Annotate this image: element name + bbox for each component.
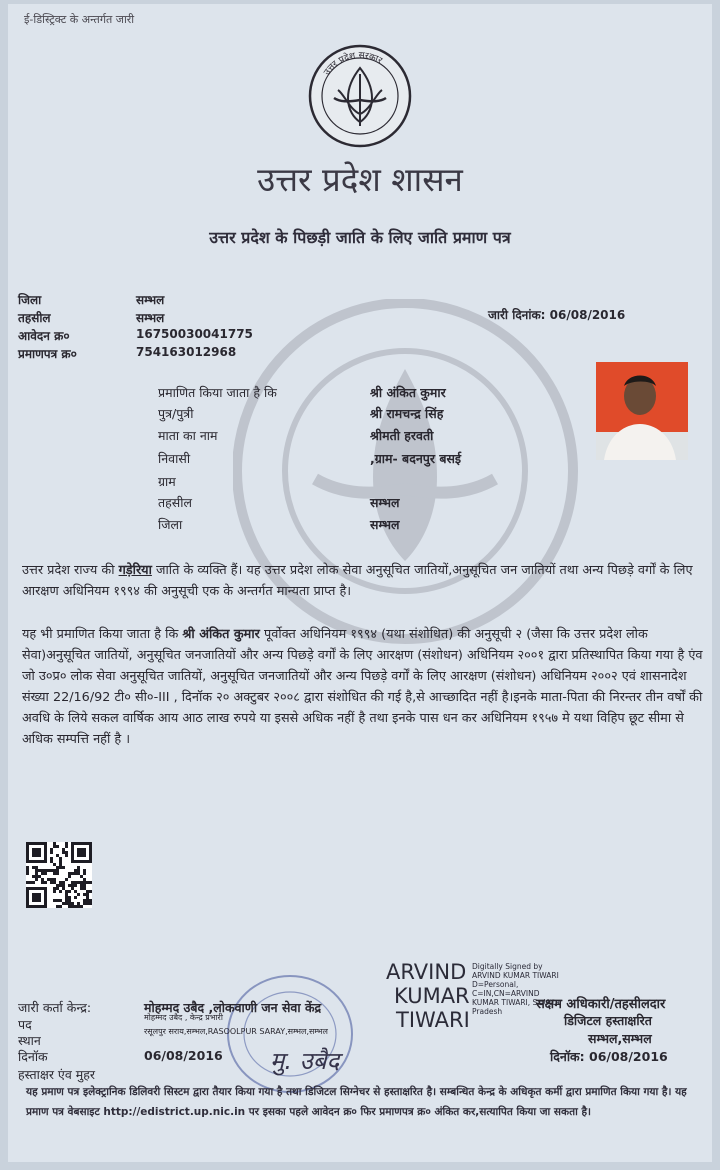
statement-text: जाति के व्यक्ति हैं। यह उत्तर प्रदेश लोक सेवा अनुसूचित जातियों,अनुसूचित जन जातियों तथा अन्य पिछड़े वर्गों के लिए आरक्षण अधिनियम १९९४ की अनुसूची एक के अन्तर्गत मान्यता प्राप्त है।: [22, 563, 693, 599]
detail-row: [8, 473, 608, 493]
svg-text:उत्तर प्रदेश सरकार: उत्तर प्रदेश सरकार: [322, 50, 384, 78]
meta-value: सम्भल: [136, 311, 165, 325]
detail-label: माता का नाम: [158, 428, 218, 443]
detail-label: ग्राम: [158, 474, 176, 489]
meta-row-application-no: [8, 327, 408, 347]
issue-date: [488, 306, 625, 323]
issue-date-value: 06/08/2016: [549, 308, 626, 322]
statement-text: पूर्वोक्त अधिनियम १९९४ (यथा संशोधित) की अनुसूची २ (जैसा कि उत्तर प्रदेश लोक सेवा)अनुसूचित जातियों, अनुसूचित जनजातियों और अन्य पिछड़े वर्गों के लिए आरक्षण (संशोधन) अधिनियम २००१ द्वारा प्रतिस्थापित किया गया है एंव जो उ०प्र० लोक सेवा अनुसूचित जातियों, अनुसूचित जनजातियों और अन्य पिछड़े वर्गों के लिए आरक्षण (संशोधन) अधिनियम २००२ एवं शासनादेश संख्या 22/16/92 टी० सी०-III , दिनॉक २० अक्टुबर २००८ द्वारा संशोधित की गई है,से आच्छादित नहीं है।इनके माता-पिता की निरन्तर तीन वर्षों की अवधि के लिये सकल वार्षिक आय आठ लाख रुपये या इससे अधिक नहीं है तथा इनके पास धन कर अधिनियम १९५७ मे यथा विहिप छूट सीमा से अधिक सम्पत्ति नहीं है ।: [22, 627, 703, 747]
certificate-subtitle: उत्तर प्रदेश के पिछड़ी जाति के लिए जाति प्रमाण पत्र: [209, 228, 511, 247]
authority-sub: डिजिटल हस्ताक्षरित: [564, 1013, 652, 1028]
emblem-ring-text: [308, 44, 412, 148]
authority-date-label: दिनॉक:: [550, 1049, 585, 1064]
detail-label: निवासी: [158, 451, 191, 466]
seal-label: हस्ताक्षर एंव मुहर: [18, 1067, 95, 1082]
detail-value: सम्भल: [370, 495, 400, 510]
meta-row-district: [8, 291, 408, 311]
detail-row: [8, 450, 608, 470]
post-label: पद: [18, 1017, 32, 1032]
edistrict-note: ई-डिस्ट्रिक्ट के अन्तर्गत जारी: [24, 13, 135, 26]
caste-name: गड़ेरिया: [118, 563, 152, 578]
authority-place: सम्भल,सम्भल: [588, 1031, 652, 1046]
detail-label: जिला: [158, 517, 183, 532]
qr-code[interactable]: [26, 842, 92, 908]
place-value: रसूलपुर सराय,सम्भल,RASOOLPUR SARAY,सम्भल,सम्भल: [144, 1027, 328, 1036]
meta-label: आवेदन क्र०: [18, 329, 70, 343]
caste-statement: [22, 560, 704, 602]
signer-name-line: KUMAR: [394, 984, 470, 1008]
meta-value: 754163012968: [136, 345, 237, 359]
meta-label: जिला: [18, 293, 42, 307]
meta-value: 16750030041775: [136, 327, 253, 341]
meta-label: तहसील: [18, 311, 51, 325]
applicant-photo: [596, 362, 688, 460]
detail-label: पुत्र/पुत्री: [158, 406, 194, 421]
verification-footnote: यह प्रमाण पत्र इलेक्ट्रानिक डिलिवरी सिस्टम द्वारा तैयार किया गया है तथा डिजिटल सिग्नेचर से हस्ताक्षरित है। सम्बन्धित केन्द्र के अधिकृत कर्मी द्वारा प्रमाणित किया गया है। यह प्रमाण पत्र वेबसाइट http://edistrict.up.nic.in पर इसका पहले आवेदन क्र० फिर प्रमाणपत्र क्र० अंकित कर,सत्यापित किया जा सकता है।: [26, 1086, 687, 1118]
place-label: स्थान: [18, 1033, 41, 1048]
detail-row: [8, 405, 608, 425]
meta-label: प्रमाणपत्र क्र०: [18, 347, 77, 361]
statement-text: यह भी प्रमाणित किया जाता है कि: [22, 627, 183, 642]
person-photo-icon: [596, 362, 688, 460]
detail-value: ,ग्राम- बदनपुर बसई: [370, 451, 462, 466]
meta-row-certificate-no: [8, 345, 408, 365]
signature-details: Digitally Signed by ARVIND KUMAR TIWARI D=Personal, C=IN,CN=ARVIND KUMAR TIWARI, S=Uttar Pradesh: [472, 962, 563, 1016]
certificate-page: [8, 4, 712, 1162]
income-statement: [22, 624, 704, 750]
signer-name-line: ARVIND: [386, 960, 467, 984]
detail-row: [8, 427, 608, 447]
issue-date-label: जारी दिनांक:: [488, 308, 546, 322]
handwritten-signature: मु. उबैद: [270, 1047, 340, 1075]
date-label: दिनॉक: [18, 1049, 48, 1064]
detail-row: [8, 384, 608, 404]
certificate-title: उत्तर प्रदेश शासन: [257, 160, 463, 199]
authority-date: [550, 1048, 668, 1065]
authority-title: सक्षम अधिकारी/तहसीलदार: [536, 997, 666, 1012]
detail-value: श्रीमती हरवती: [370, 428, 434, 443]
meta-value: सम्भल: [136, 293, 165, 307]
center-label: जारी कर्ता केन्द्र:: [18, 1000, 92, 1015]
detail-row: [8, 516, 608, 536]
detail-label: तहसील: [158, 495, 192, 510]
signer-name-line: TIWARI: [396, 1008, 470, 1032]
detail-value: श्री अंकित कुमार: [370, 385, 446, 400]
meta-row-tehsil: [8, 309, 408, 329]
center-value: मोहम्मद उबैद ,लोकवाणी जन सेवा केंद्र: [144, 1000, 322, 1015]
detail-label: प्रमाणित किया जाता है कि: [158, 385, 277, 400]
statement-text: उत्तर प्रदेश राज्य की: [22, 563, 119, 578]
authority-date-value: 06/08/2016: [589, 1049, 668, 1064]
detail-value: श्री रामचन्द्र सिंह: [370, 406, 444, 421]
applicant-name: श्री अंकित कुमार: [182, 627, 260, 642]
detail-value: सम्भल: [370, 517, 400, 532]
post-value: मोहम्मद उबैद , केन्द्र प्रभारी: [144, 1013, 223, 1022]
date-value: 06/08/2016: [144, 1048, 223, 1063]
detail-row: [8, 494, 608, 514]
